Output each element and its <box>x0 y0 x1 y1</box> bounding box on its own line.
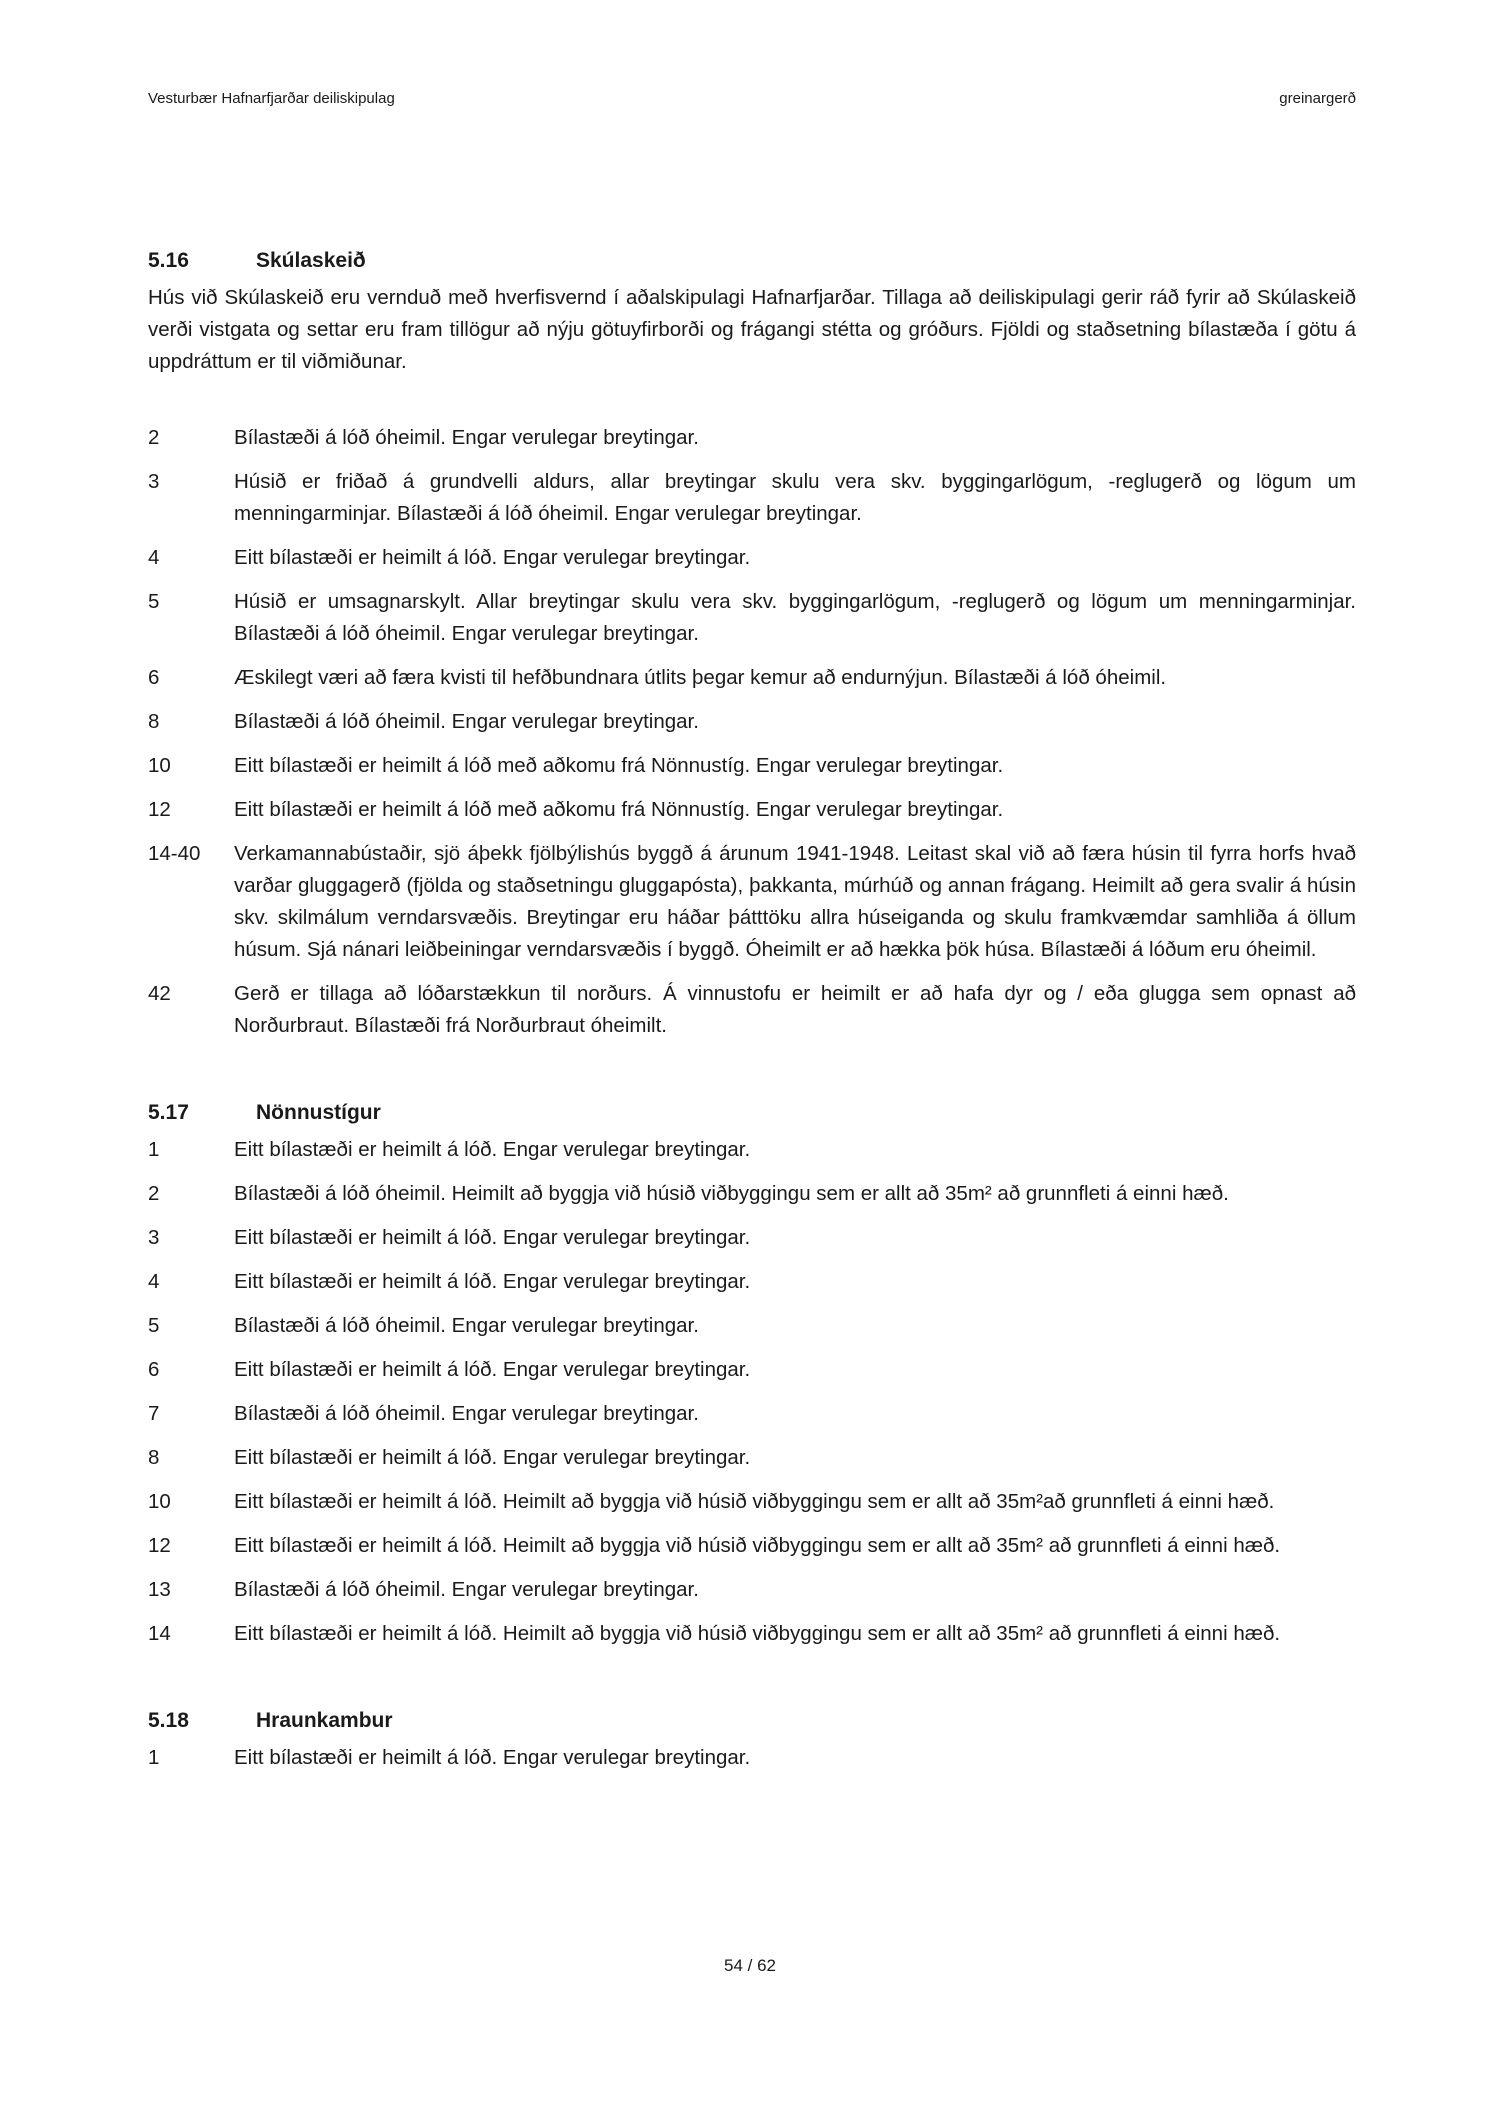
list-item <box>148 1530 1356 1562</box>
item-number: 3 <box>148 470 160 493</box>
item-number: 6 <box>148 666 160 689</box>
list-item <box>148 1618 1356 1650</box>
item-text: Húsið er friðað á grundvelli aldurs, allar breytingar skulu vera skv. byggingarlögum, -reglugerð og lögum um menningarminjar. Bílastæði á lóð óheimil. Engar verulegar breytingar. <box>234 470 1356 525</box>
item-text: Verkamannabústaðir, sjö áþekk fjölbýlishús byggð á árunum 1941-1948. Leitast skal við að færa húsin til fyrra horfs hvað varðar gluggagerð (fjölda og staðsetningu gluggapósta), þakkanta, múrhúð og annan frágang. Heimilt að gera svalir á húsin skv. skilmálum verndarsvæðis. Breytingar eru háðar þátttöku allra húseiganda og skulu framkvæmdar samhliða á öllum húsum. Sjá nánari leiðbeiningar verndarsvæðis í byggð. Óheimilt er að hækka þök húsa. Bílastæði á lóðum eru óheimil. <box>234 842 1356 961</box>
section-intro: Hús við Skúlaskeið eru vernduð með hverfisvernd í aðalskipulagi Hafnarfjarðar. Tillaga að deiliskipulagi gerir ráð fyrir að Skúlaskeið verði vistgata og settar eru fram tillögur að nýju götuyfirborði og frágangi stétta og gróðurs. Fjöldi og staðsetning bílastæða í götu á uppdráttum er til viðmiðunar. <box>148 286 1356 373</box>
item-text: Eitt bílastæði er heimilt á lóð. Engar verulegar breytingar. <box>234 1446 751 1469</box>
item-number: 7 <box>148 1402 160 1425</box>
item-number: 10 <box>148 1490 171 1513</box>
list-item <box>148 1266 1356 1298</box>
page-footer <box>0 1956 1500 1976</box>
item-number: 2 <box>148 426 160 449</box>
list-item <box>148 838 1356 966</box>
item-number: 1 <box>148 1746 160 1769</box>
list-item <box>148 794 1356 826</box>
item-text: Bílastæði á lóð óheimil. Engar verulegar breytingar. <box>234 1314 699 1337</box>
item-text: Bílastæði á lóð óheimil. Engar verulegar breytingar. <box>234 426 699 449</box>
list-item <box>148 1354 1356 1386</box>
item-number: 5 <box>148 1314 160 1337</box>
item-text: Gerð er tillaga að lóðarstækkun til norðurs. Á vinnustofu er heimilt er að hafa dyr og / eða glugga sem opnast að Norðurbraut. Bílastæði frá Norðurbraut óheimilt. <box>234 982 1356 1037</box>
item-number: 42 <box>148 982 171 1005</box>
list-item <box>148 1742 1356 1774</box>
list-item <box>148 706 1356 738</box>
section <box>148 246 1356 1042</box>
header-right-text: greinargerð <box>1279 90 1356 107</box>
item-text: Bílastæði á lóð óheimil. Engar verulegar breytingar. <box>234 1402 699 1425</box>
item-text: Eitt bílastæði er heimilt á lóð. Engar verulegar breytingar. <box>234 1270 751 1293</box>
list-item <box>148 1398 1356 1430</box>
list-item <box>148 1486 1356 1518</box>
section-heading <box>148 1098 1356 1128</box>
item-text: Eitt bílastæði er heimilt á lóð. Heimilt að byggja við húsið viðbyggingu sem er allt að 35m²að grunnfleti á einni hæð. <box>234 1490 1275 1513</box>
item-number: 8 <box>148 710 160 733</box>
item-text: Eitt bílastæði er heimilt á lóð. Heimilt að byggja við húsið viðbyggingu sem er allt að 35m² að grunnfleti á einni hæð. <box>234 1534 1281 1557</box>
item-text: Bílastæði á lóð óheimil. Heimilt að byggja við húsið viðbyggingu sem er allt að 35m² að grunnfleti á einni hæð. <box>234 1182 1229 1205</box>
list-item <box>148 586 1356 650</box>
section <box>148 1098 1356 1650</box>
item-number: 12 <box>148 1534 171 1557</box>
item-text: Eitt bílastæði er heimilt á lóð með aðkomu frá Nönnustíg. Engar verulegar breytingar. <box>234 798 1004 821</box>
section-title: Hraunkambur <box>256 1709 393 1732</box>
list-item <box>148 1442 1356 1474</box>
item-number: 8 <box>148 1446 160 1469</box>
section-title: Nönnustígur <box>256 1101 381 1124</box>
page-number: 54 / 62 <box>724 1956 776 1975</box>
item-number: 13 <box>148 1578 171 1601</box>
list-item <box>148 1310 1356 1342</box>
section-items <box>148 1134 1356 1650</box>
item-text: Bílastæði á lóð óheimil. Engar verulegar breytingar. <box>234 1578 699 1601</box>
item-number: 10 <box>148 754 171 777</box>
item-text: Eitt bílastæði er heimilt á lóð. Engar verulegar breytingar. <box>234 1138 751 1161</box>
list-item <box>148 422 1356 454</box>
item-number: 2 <box>148 1182 160 1205</box>
list-item <box>148 978 1356 1042</box>
item-text: Eitt bílastæði er heimilt á lóð. Heimilt að byggja við húsið viðbyggingu sem er allt að 35m² að grunnfleti á einni hæð. <box>234 1622 1281 1645</box>
list-item <box>148 1574 1356 1606</box>
item-text: Æskilegt væri að færa kvisti til hefðbundnara útlits þegar kemur að endurnýjun. Bílastæði á lóð óheimil. <box>234 666 1167 689</box>
item-number: 6 <box>148 1358 160 1381</box>
item-number: 14 <box>148 1622 171 1645</box>
list-item <box>148 1222 1356 1254</box>
item-text: Eitt bílastæði er heimilt á lóð með aðkomu frá Nönnustíg. Engar verulegar breytingar. <box>234 754 1004 777</box>
item-number: 3 <box>148 1226 160 1249</box>
section-heading <box>148 246 1356 276</box>
section-title: Skúlaskeið <box>256 249 366 272</box>
section-number: 5.17 <box>148 1101 189 1124</box>
item-number: 12 <box>148 798 171 821</box>
list-item <box>148 750 1356 782</box>
list-item <box>148 1134 1356 1166</box>
item-number: 14-40 <box>148 842 201 865</box>
item-number: 5 <box>148 590 160 613</box>
item-text: Eitt bílastæði er heimilt á lóð. Engar verulegar breytingar. <box>234 1358 751 1381</box>
item-text: Eitt bílastæði er heimilt á lóð. Engar verulegar breytingar. <box>234 546 751 569</box>
item-text: Húsið er umsagnarskylt. Allar breytingar skulu vera skv. byggingarlögum, -reglugerð og lögum um menningarminjar. Bílastæði á lóð óheimil. Engar verulegar breytingar. <box>234 590 1356 645</box>
section-number: 5.16 <box>148 249 189 272</box>
list-item <box>148 466 1356 530</box>
header-left-text: Vesturbær Hafnarfjarðar deiliskipulag <box>148 90 395 107</box>
item-number: 4 <box>148 1270 160 1293</box>
list-item <box>148 1178 1356 1210</box>
list-item <box>148 542 1356 574</box>
item-number: 1 <box>148 1138 160 1161</box>
section-items <box>148 1742 1356 1774</box>
section-heading <box>148 1706 1356 1736</box>
section <box>148 1706 1356 1774</box>
section-number: 5.18 <box>148 1709 189 1732</box>
section-items <box>148 422 1356 1042</box>
item-text: Eitt bílastæði er heimilt á lóð. Engar verulegar breytingar. <box>234 1226 751 1249</box>
item-number: 4 <box>148 546 160 569</box>
item-text: Eitt bílastæði er heimilt á lóð. Engar verulegar breytingar. <box>234 1746 751 1769</box>
list-item <box>148 662 1356 694</box>
page-header <box>148 90 1356 108</box>
item-text: Bílastæði á lóð óheimil. Engar verulegar breytingar. <box>234 710 699 733</box>
